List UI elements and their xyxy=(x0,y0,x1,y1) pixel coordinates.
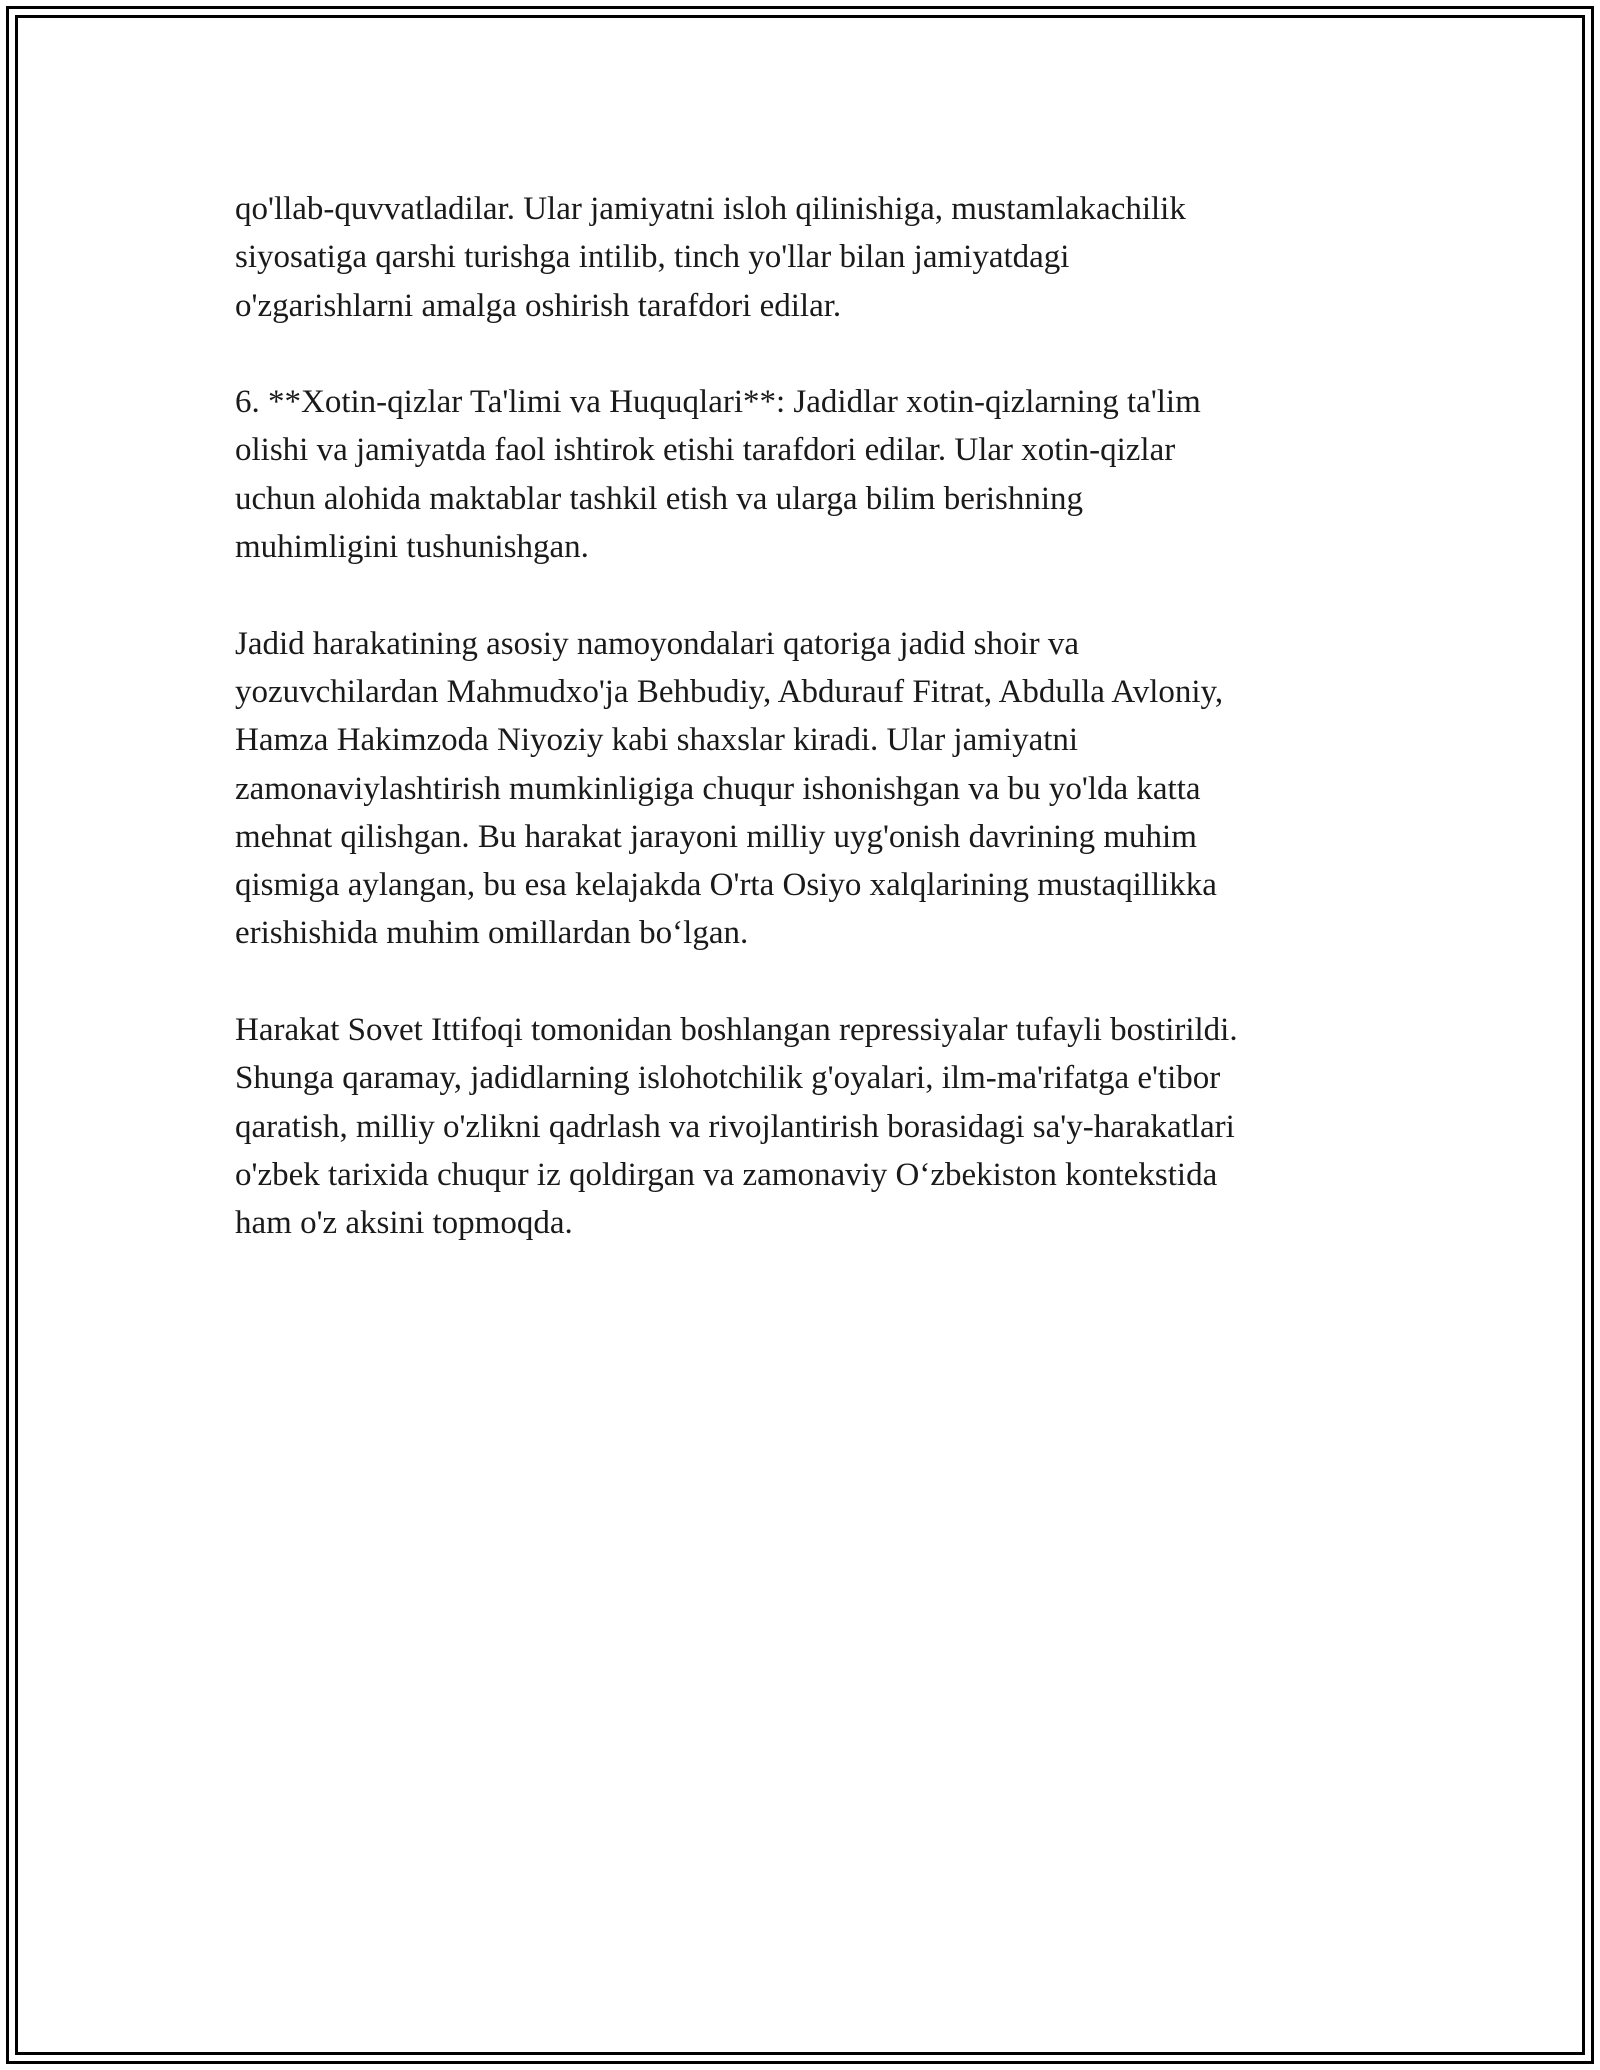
text-line: qismiga aylangan, bu esa kelajakda O'rta Osiyo xalqlarining mustaqillikka xyxy=(235,867,1217,904)
text-line: Harakat Sovet Ittifoqi tomonidan boshlangan repressiyalar tufayli bostirildi. xyxy=(235,1012,1238,1049)
text-line: zamonaviylashtirish mumkinligiga chuqur ishonishgan va bu yo'lda katta xyxy=(235,770,1201,807)
text-line: Jadid harakatining asosiy namoyondalari qatoriga jadid shoir va xyxy=(235,625,1080,662)
text-line: 6. **Xotin-qizlar Ta'limi va Huquqlari**: Jadidlar xotin-qizlarning ta'lim xyxy=(235,384,1201,421)
paragraph-4 xyxy=(235,1006,1385,1247)
text-line: o'zgarishlarni amalga oshirish tarafdori edilar. xyxy=(235,287,842,324)
text-line: Shunga qaramay, jadidlarning islohotchilik g'oyalari, ilm-ma'rifatga e'tibor xyxy=(235,1060,1221,1097)
paragraph-3 xyxy=(235,620,1385,958)
text-line: qaratish, milliy o'zlikni qadrlash va rivojlantirish borasidagi sa'y-harakatlari xyxy=(235,1108,1235,1145)
text-line: uchun alohida maktablar tashkil etish va ularga bilim berishning xyxy=(235,480,1084,517)
paragraph-1 xyxy=(235,185,1385,330)
text-line: qo'llab-quvvatladilar. Ular jamiyatni isloh qilinishiga, mustamlakachilik xyxy=(235,191,1186,227)
text-line: yozuvchilardan Mahmudxo'ja Behbudiy, Abdurauf Fitrat, Abdulla Avloniy, xyxy=(235,673,1224,710)
text-line: mehnat qilishgan. Bu harakat jarayoni milliy uyg'onish davrining muhim xyxy=(235,818,1197,855)
text-line: Hamza Hakimzoda Niyoziy kabi shaxslar kiradi. Ular jamiyatni xyxy=(235,722,1079,759)
text-line: o'zbek tarixida chuqur iz qoldirgan va zamonaviy O‘zbekiston kontekstida xyxy=(235,1156,1218,1193)
text-line: ham o'z aksini topmoqda. xyxy=(235,1205,573,1242)
text-line: erishishida muhim omillardan bo‘lgan. xyxy=(235,915,749,952)
text-line: muhimligini tushunishgan. xyxy=(235,529,589,566)
text-line: siyosatiga qarshi turishga intilib, tinch yo'llar bilan jamiyatdagi xyxy=(235,239,1070,276)
document-body xyxy=(235,185,1385,1296)
paragraph-2 xyxy=(235,378,1385,571)
text-line: olishi va jamiyatda faol ishtirok etishi tarafdori edilar. Ular xotin-qizlar xyxy=(235,432,1176,469)
